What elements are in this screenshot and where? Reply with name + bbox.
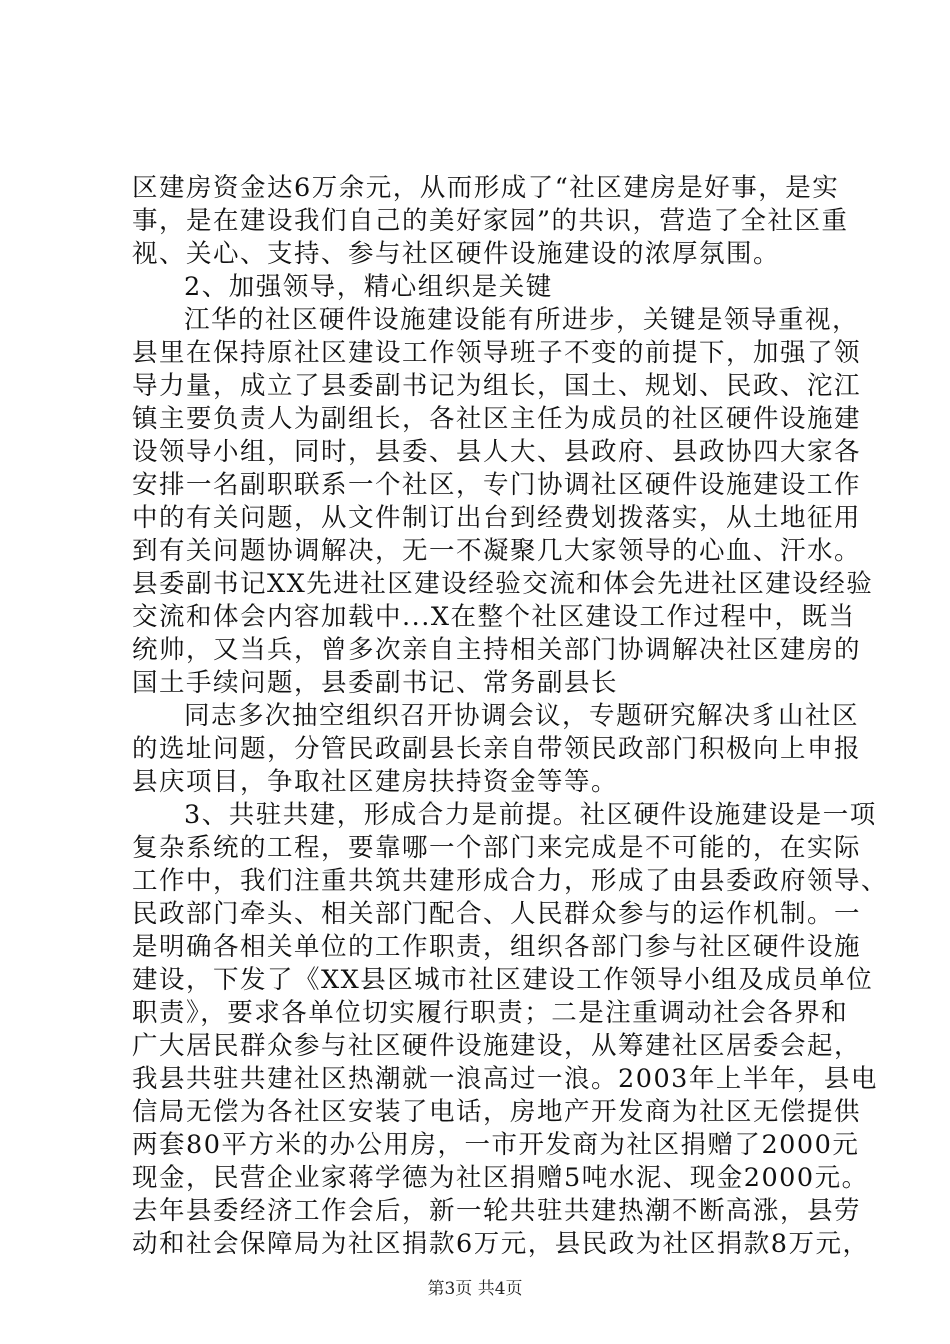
text-line: 国土手续问题，县委副书记、常务副县长 xyxy=(132,668,619,698)
text-line: 镇主要负责人为副组长，各社区主任为成员的社区硬件设施建 xyxy=(132,404,862,434)
text-line: 建设，下发了《XX县区城市社区建设工作领导小组及成员单位 xyxy=(132,965,874,995)
text-line: 导力量，成立了县委副书记为组长，国土、规划、民政、沱江 xyxy=(132,371,862,401)
text-line: 的选址问题，分管民政副县长亲自带领民政部门积极向上申报 xyxy=(132,734,862,764)
text-line: 动和社会保障局为社区捐款6万元，县民政为社区捐款8万元， xyxy=(132,1229,870,1259)
text-line: 视、关心、支持、参与社区硬件设施建设的浓厚氛围。 xyxy=(132,239,781,269)
text-line: 统帅，又当兵，曾多次亲自主持相关部门协调解决社区建房的 xyxy=(132,635,862,665)
text-line: 事，是在建设我们自己的美好家园”的共识，营造了全社区重 xyxy=(132,206,849,236)
text-line: 去年县委经济工作会后，新一轮共驻共建热潮不断高涨，县劳 xyxy=(132,1196,862,1226)
text-line: 我县共驻共建社区热潮就一浪高过一浪。2003年上半年，县电 xyxy=(132,1064,878,1094)
text-line: 同志多次抽空组织召开协调会议，专题研究解决豸山社区 xyxy=(184,701,860,731)
text-line: 县委副书记XX先进社区建设经验交流和体会先进社区建设经验 xyxy=(132,569,874,599)
text-line: 安排一名副职联系一个社区，专门协调社区硬件设施建设工作 xyxy=(132,470,862,500)
text-line: 现金，民营企业家蒋学德为社区捐赠5吨水泥、现金2000元。 xyxy=(132,1163,869,1193)
text-line: 复杂系统的工程，要靠哪一个部门来完成是不可能的，在实际 xyxy=(132,833,862,863)
text-line: 县里在保持原社区建设工作领导班子不变的前提下，加强了领 xyxy=(132,338,862,368)
text-line: 设领导小组，同时，县委、县人大、县政府、县政协四大家各 xyxy=(132,437,862,467)
text-line: 到有关问题协调解决，无一不凝聚几大家领导的心血、汗水。 xyxy=(132,536,862,566)
text-line: 两套80平方米的办公用房，一市开发商为社区捐赠了2000元 xyxy=(132,1130,860,1160)
text-line: 信局无偿为各社区安装了电话，房地产开发商为社区无偿提供 xyxy=(132,1097,862,1127)
page-number: 第3页 共4页 xyxy=(427,1279,523,1299)
text-line: 县庆项目，争取社区建房扶持资金等等。 xyxy=(132,767,619,797)
text-line: 中的有关问题，从文件制订出台到经费划拨落实，从土地征用 xyxy=(132,503,862,533)
text-line: 是明确各相关单位的工作职责，组织各部门参与社区硬件设施 xyxy=(132,932,862,962)
text-line: 职责》，要求各单位切实履行职责；二是注重调动社会各界和 xyxy=(132,998,849,1028)
text-line: 江华的社区硬件设施建设能有所进步，关键是领导重视， xyxy=(184,305,860,335)
page-footer xyxy=(0,1278,950,1300)
text-line: 区建房资金达6万余元，从而形成了“社区建房是好事，是实 xyxy=(132,173,840,203)
text-line: 工作中，我们注重共筑共建形成合力，形成了由县委政府领导、 xyxy=(132,866,889,896)
section-heading: 3、共驻共建，形成合力是前提。社区硬件设施建设是一项 xyxy=(184,800,877,830)
text-line: 民政部门牵头、相关部门配合、人民群众参与的运作机制。一 xyxy=(132,899,862,929)
section-heading: 2、加强领导，精心组织是关键 xyxy=(184,272,553,302)
text-line: 广大居民群众参与社区硬件设施建设，从筹建社区居委会起， xyxy=(132,1031,862,1061)
text-line: 交流和体会内容加载中...X在整个社区建设工作过程中，既当 xyxy=(132,602,856,632)
